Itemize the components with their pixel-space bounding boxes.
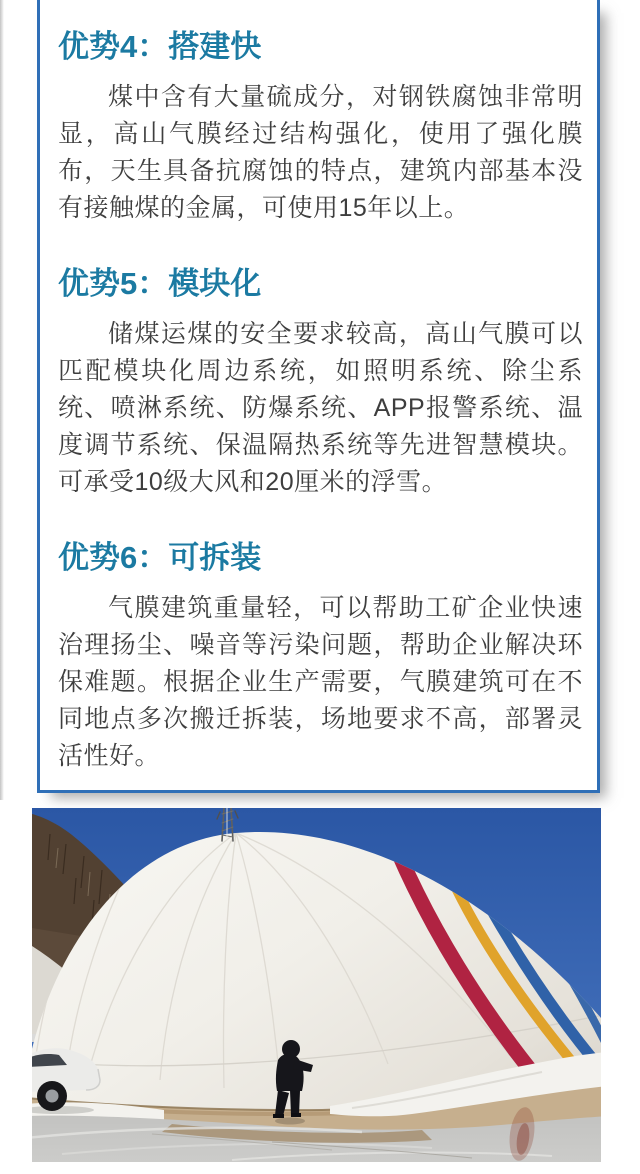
section-paragraph: 煤中含有大量硫成分，对钢铁腐蚀非常明显，高山气膜经过结构强化，使用了强化膜布，天生具备抗腐蚀的特点，建筑内部基本没有接触煤的金属，可使用15年以上。	[58, 83, 583, 222]
section-advantage-4	[58, 30, 583, 227]
dome-photo	[32, 808, 601, 1162]
section-advantage-5	[58, 267, 583, 501]
article-box	[37, 0, 600, 793]
section-paragraph: 储煤运煤的安全要求较高，高山气膜可以匹配模块化周边系统，如照明系统、除尘系统、喷淋系统、防爆系统、APP报警系统、温度调节系统、保温隔热系统等先进智慧模块。可承受10级大风和20厘米的浮雪。	[58, 320, 583, 496]
section-advantage-6	[58, 541, 583, 775]
article-content	[40, 0, 597, 790]
section-heading: 优势6：可拆装	[58, 540, 262, 575]
section-heading: 优势5：模块化	[58, 266, 262, 301]
section-heading: 优势4：搭建快	[58, 29, 262, 64]
section-paragraph: 气膜建筑重量轻，可以帮助工矿企业快速治理扬尘、噪音等污染问题，帮助企业解决环保难题。根据企业生产需要，气膜建筑可在不同地点多次搬迁拆装，场地要求不高，部署灵活性好。	[58, 594, 583, 770]
page-edge-shadow	[0, 0, 4, 800]
